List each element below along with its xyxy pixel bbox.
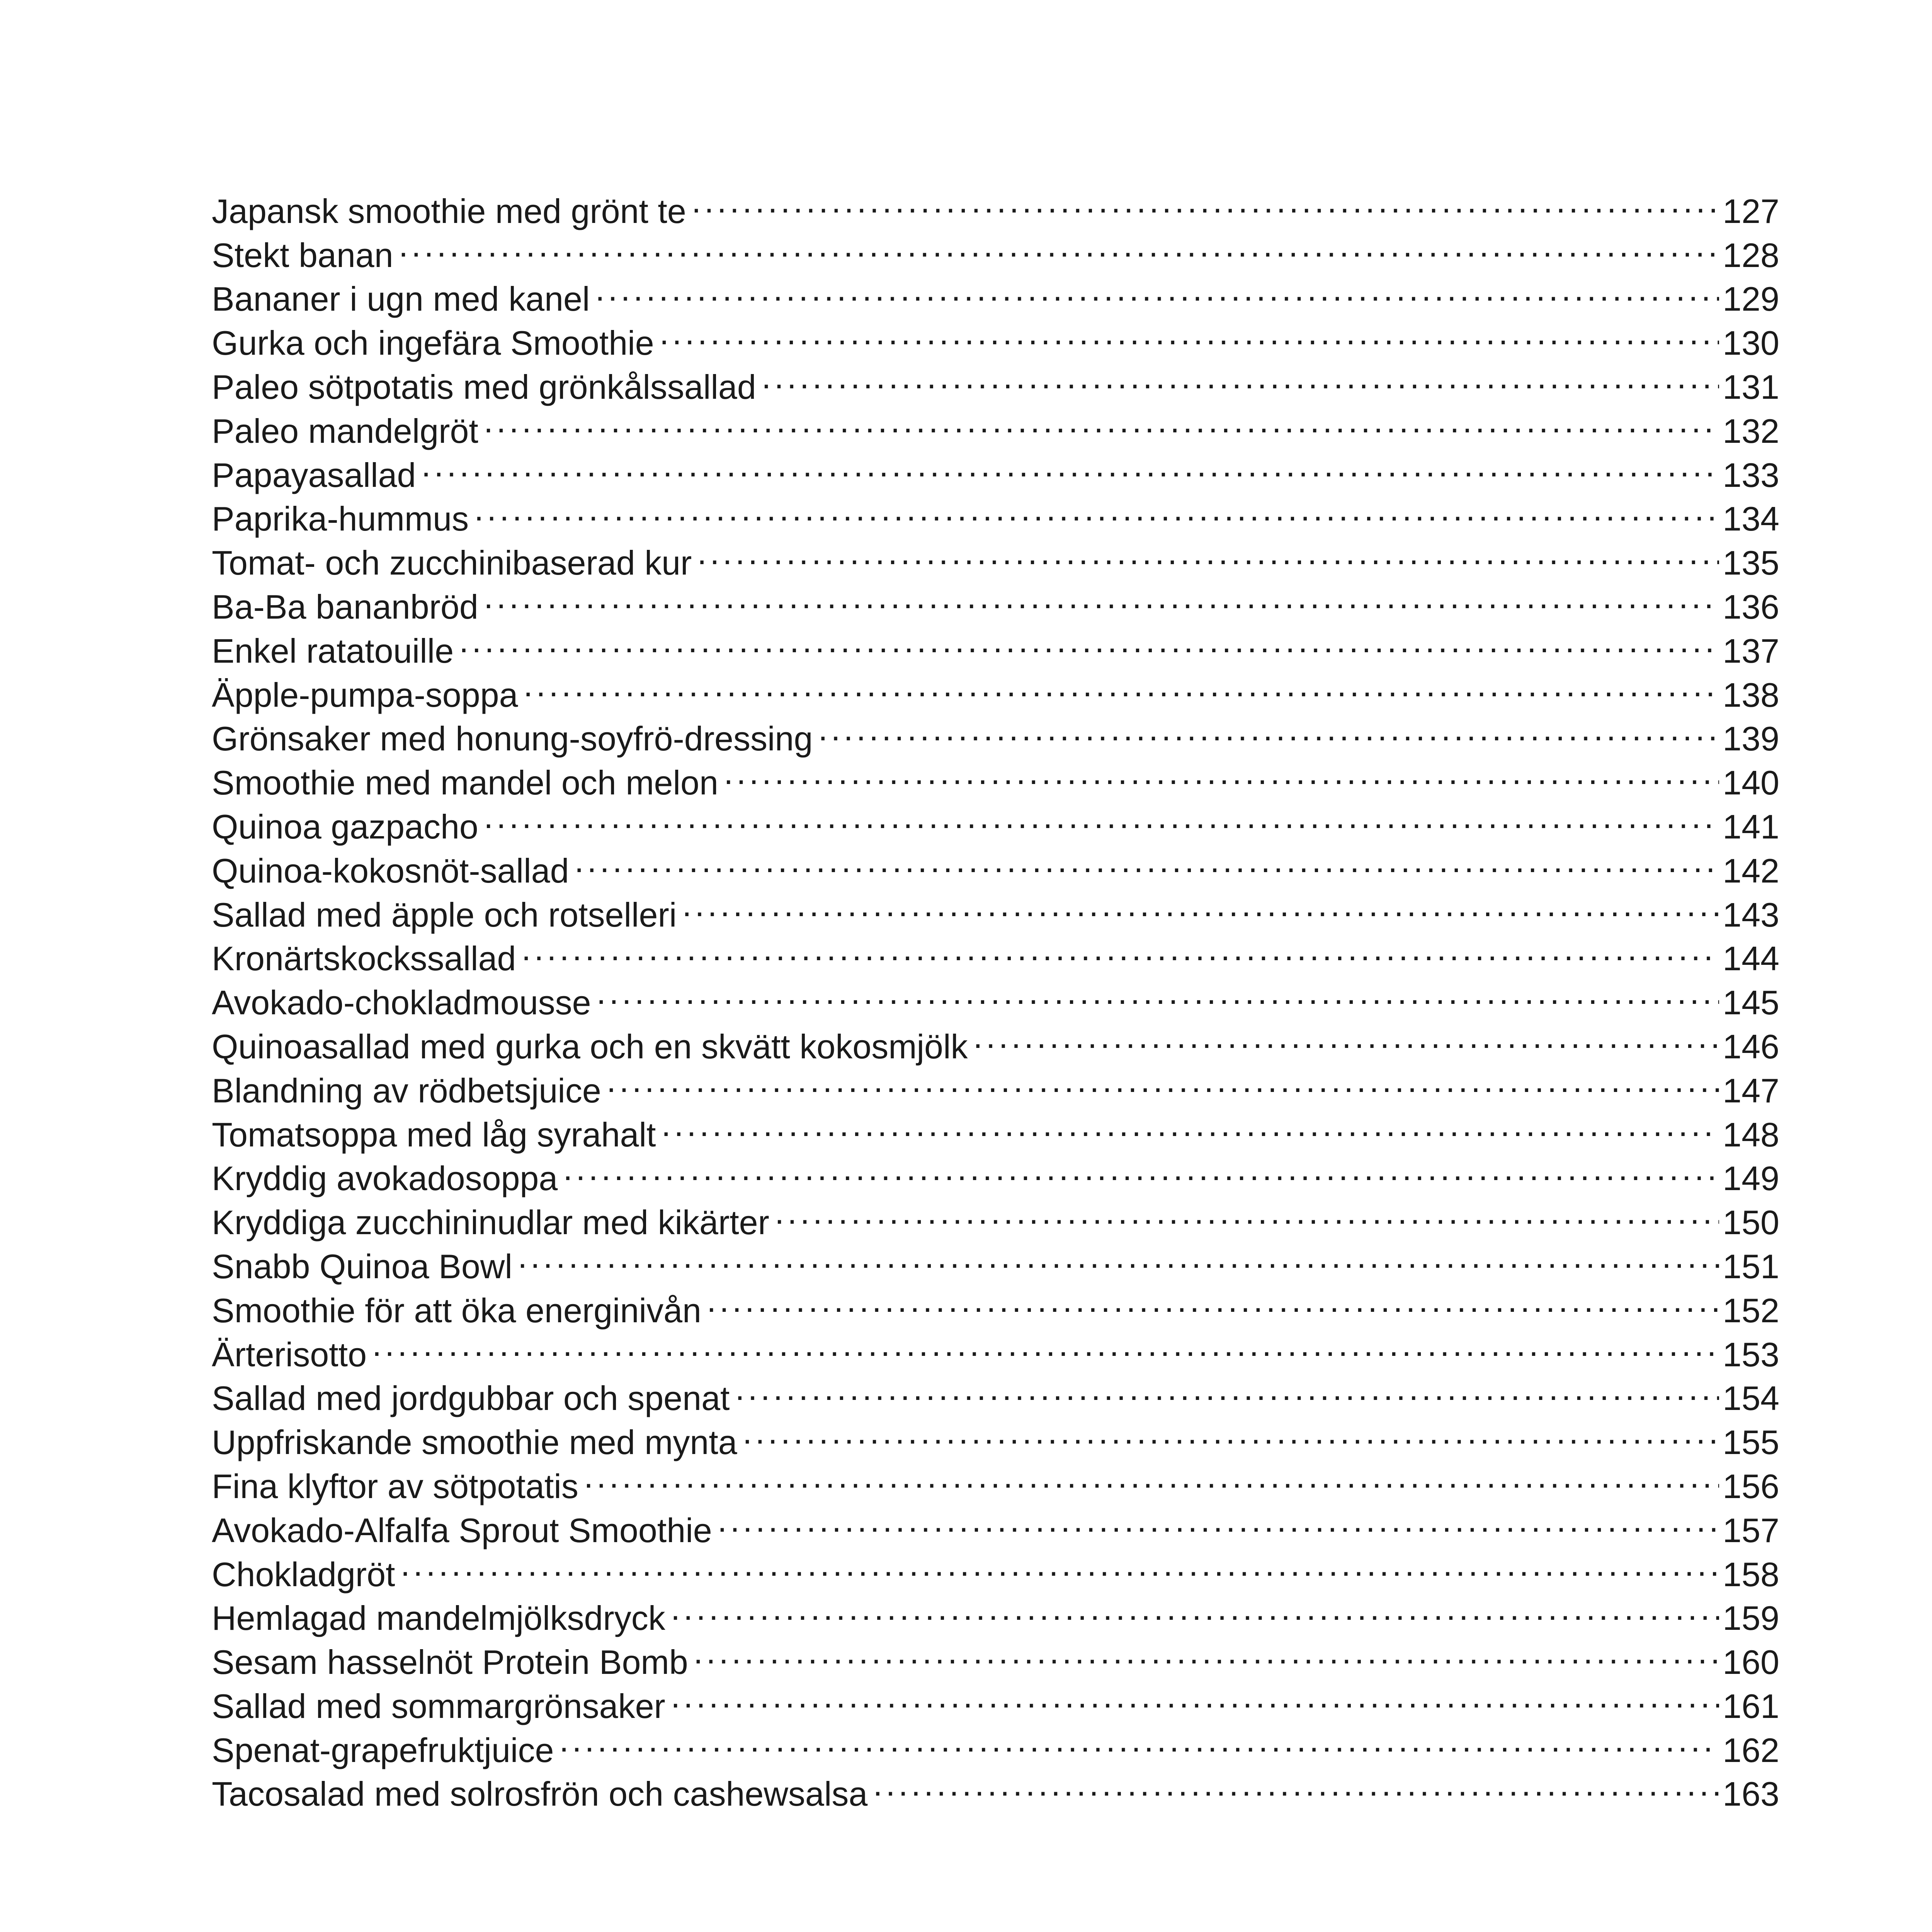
toc-entry[interactable] xyxy=(212,1366,1779,1418)
dot-leader xyxy=(707,1278,1719,1322)
toc-entry-page-number: 136 xyxy=(1723,587,1779,626)
dot-leader xyxy=(682,883,1719,927)
toc-entry-title: Sallad med äpple och rotselleri xyxy=(212,895,677,934)
toc-entry-title: Paprika-hummus xyxy=(212,500,469,538)
toc-entry-page-number: 138 xyxy=(1723,675,1779,714)
toc-entry-page-number: 153 xyxy=(1723,1335,1779,1374)
dot-leader xyxy=(421,443,1719,487)
toc-entry-page-number: 154 xyxy=(1723,1379,1779,1418)
toc-entry-page-number: 143 xyxy=(1723,895,1779,934)
toc-entry-title: Blandning av rödbetsjuice xyxy=(212,1071,601,1110)
toc-entry-title: Kronärtskockssallad xyxy=(212,939,516,978)
toc-entry-page-number: 155 xyxy=(1723,1423,1779,1462)
dot-leader xyxy=(973,1014,1719,1058)
toc-entry-page-number: 148 xyxy=(1723,1115,1779,1154)
dot-leader xyxy=(662,1102,1719,1146)
toc-entry-title: Chokladgröt xyxy=(212,1555,395,1594)
toc-entry-page-number: 149 xyxy=(1723,1159,1779,1198)
toc-entry-page-number: 128 xyxy=(1723,236,1779,274)
toc-entry-title: Fina klyftor av sötpotatis xyxy=(212,1467,578,1505)
dot-leader xyxy=(671,1586,1719,1630)
dot-leader xyxy=(401,1542,1719,1586)
toc-entry[interactable] xyxy=(212,1322,1779,1374)
toc-entry[interactable] xyxy=(212,267,1779,318)
dot-leader xyxy=(484,399,1719,443)
dot-leader xyxy=(775,1190,1719,1234)
toc-entry-title: Paleo mandelgröt xyxy=(212,412,478,450)
toc-entry-page-number: 156 xyxy=(1723,1467,1779,1505)
toc-entry-page-number: 162 xyxy=(1723,1731,1779,1769)
toc-entry-title: Smoothie med mandel och melon xyxy=(212,764,718,802)
toc-entry-page-number: 161 xyxy=(1723,1687,1779,1725)
toc-entry-page-number: 144 xyxy=(1723,939,1779,978)
toc-entry-title: Spenat-grapefruktjuice xyxy=(212,1731,554,1769)
toc-entry-title: Tomat- och zucchinibaserad kur xyxy=(212,544,692,582)
dot-leader xyxy=(559,1718,1719,1762)
toc-entry[interactable] xyxy=(212,487,1779,538)
toc-entry-title: Hemlagad mandelmjölksdryck xyxy=(212,1599,665,1638)
toc-entry-title: Ba-Ba bananbröd xyxy=(212,587,478,626)
toc-entry-page-number: 151 xyxy=(1723,1247,1779,1286)
toc-entry-title: Quinoasallad med gurka och en skvätt kokosmjölk xyxy=(212,1027,968,1066)
dot-leader xyxy=(873,1762,1719,1806)
toc-entry-page-number: 157 xyxy=(1723,1511,1779,1549)
toc-entry-title: Sallad med jordgubbar och spenat xyxy=(212,1379,730,1418)
toc-entry-title: Äpple-pumpa-soppa xyxy=(212,675,518,714)
toc-entry-page-number: 133 xyxy=(1723,456,1779,494)
dot-leader xyxy=(474,487,1719,531)
toc-entry[interactable] xyxy=(212,1542,1779,1594)
toc-entry-page-number: 135 xyxy=(1723,544,1779,582)
toc-entry-page-number: 145 xyxy=(1723,983,1779,1022)
toc-entry[interactable] xyxy=(212,179,1779,230)
toc-entry[interactable] xyxy=(212,223,1779,274)
dot-leader xyxy=(584,1454,1719,1498)
toc-entry-title: Ärterisotto xyxy=(212,1335,367,1374)
dot-leader xyxy=(694,1630,1719,1674)
dot-leader xyxy=(818,707,1719,751)
dot-leader xyxy=(563,1146,1719,1190)
toc-entry-title: Japansk smoothie med grönt te xyxy=(212,192,686,230)
toc-entry-title: Avokado-chokladmousse xyxy=(212,983,591,1022)
dot-leader xyxy=(399,223,1719,267)
dot-leader xyxy=(724,750,1719,794)
toc-entry-page-number: 159 xyxy=(1723,1599,1779,1638)
toc-entry-title: Papayasallad xyxy=(212,456,416,494)
toc-entry-page-number: 131 xyxy=(1723,367,1779,406)
toc-entry-page-number: 146 xyxy=(1723,1027,1779,1066)
dot-leader xyxy=(595,267,1719,311)
toc-entry-title: Quinoa gazpacho xyxy=(212,807,478,846)
toc-entry-title: Bananer i ugn med kanel xyxy=(212,280,590,318)
toc-entry-title: Kryddig avokadosoppa xyxy=(212,1159,558,1198)
toc-entry-page-number: 150 xyxy=(1723,1203,1779,1242)
toc-entry-title: Quinoa-kokosnöt-sallad xyxy=(212,851,569,890)
toc-entry-title: Avokado-Alfalfa Sprout Smoothie xyxy=(212,1511,712,1549)
dot-leader xyxy=(762,355,1719,399)
dot-leader xyxy=(697,531,1719,575)
toc-entry-title: Gurka och ingefära Smoothie xyxy=(212,324,654,362)
toc-entry-page-number: 158 xyxy=(1723,1555,1779,1594)
toc-entry-page-number: 130 xyxy=(1723,324,1779,362)
toc-entry-title: Sesam hasselnöt Protein Bomb xyxy=(212,1643,688,1682)
toc-entry-page-number: 137 xyxy=(1723,631,1779,670)
toc-entry-page-number: 129 xyxy=(1723,280,1779,318)
toc-entry-title: Smoothie för att öka energinivån xyxy=(212,1291,701,1330)
toc-entry-page-number: 134 xyxy=(1723,500,1779,538)
dot-leader xyxy=(521,927,1719,971)
toc-entry-page-number: 127 xyxy=(1723,192,1779,230)
dot-leader xyxy=(671,1674,1719,1718)
toc-entry-title: Enkel ratatouille xyxy=(212,631,454,670)
toc-entry-page-number: 147 xyxy=(1723,1071,1779,1110)
toc-entry-page-number: 152 xyxy=(1723,1291,1779,1330)
dot-leader xyxy=(735,1366,1719,1410)
toc-entry-page-number: 163 xyxy=(1723,1775,1779,1813)
toc-entry-title: Stekt banan xyxy=(212,236,393,274)
dot-leader xyxy=(743,1410,1719,1454)
dot-leader xyxy=(575,838,1719,883)
dot-leader xyxy=(459,619,1719,663)
dot-leader xyxy=(518,1234,1719,1278)
table-of-contents xyxy=(212,179,1779,1813)
dot-leader xyxy=(660,311,1719,355)
dot-leader xyxy=(607,1058,1719,1102)
toc-entry-page-number: 141 xyxy=(1723,807,1779,846)
toc-entry-title: Snabb Quinoa Bowl xyxy=(212,1247,512,1286)
toc-entry-title: Grönsaker med honung-soyfrö-dressing xyxy=(212,719,813,758)
dot-leader xyxy=(718,1498,1719,1542)
toc-entry[interactable] xyxy=(212,1586,1779,1638)
toc-entry-title: Tomatsoppa med låg syrahalt xyxy=(212,1115,656,1154)
toc-entry-title: Tacosalad med solrosfrön och cashewsalsa xyxy=(212,1775,868,1813)
dot-leader xyxy=(484,794,1719,838)
dot-leader xyxy=(372,1322,1719,1366)
dot-leader xyxy=(597,970,1719,1014)
toc-entry[interactable] xyxy=(212,443,1779,494)
dot-leader xyxy=(484,575,1719,619)
toc-entry-page-number: 160 xyxy=(1723,1643,1779,1682)
toc-entry-page-number: 140 xyxy=(1723,764,1779,802)
toc-entry-title: Uppfriskande smoothie med mynta xyxy=(212,1423,737,1462)
toc-entry-title: Kryddiga zucchininudlar med kikärter xyxy=(212,1203,769,1242)
toc-entry-page-number: 142 xyxy=(1723,851,1779,890)
toc-entry-title: Sallad med sommargrönsaker xyxy=(212,1687,665,1725)
toc-entry-page-number: 139 xyxy=(1723,719,1779,758)
dot-leader xyxy=(692,179,1719,223)
toc-entry-title: Paleo sötpotatis med grönkålssallad xyxy=(212,367,756,406)
toc-entry-page-number: 132 xyxy=(1723,412,1779,450)
dot-leader xyxy=(524,663,1719,707)
